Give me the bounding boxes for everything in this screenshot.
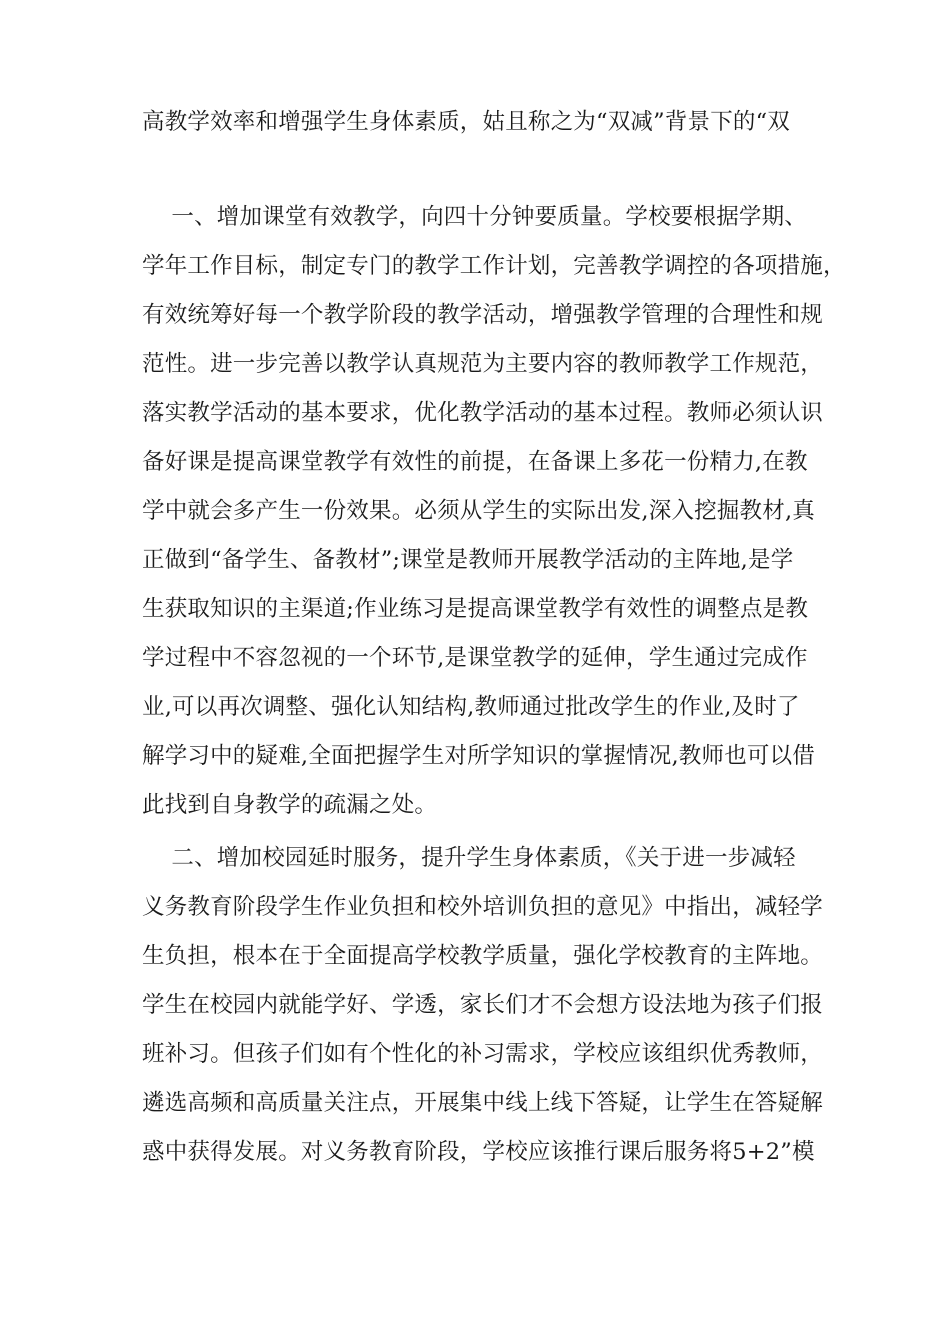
text-line-9: 正做到“备学生、备教材”;课堂是教师开展教学活动的主阵地,是学: [142, 547, 794, 573]
text-line-10: 生获取知识的主渠道;作业练习是提高课堂教学有效性的调整点是教: [142, 596, 809, 622]
text-line-3: 学年工作目标，制定专门的教学工作计划，完善教学调控的各项措施，: [142, 253, 846, 279]
text-line-11: 学过程中不容忽视的一个环节,是课堂教学的延伸，学生通过完成作: [142, 645, 808, 671]
text-line-20: 遴选高频和高质量关注点，开展集中线上线下答疑，让学生在答疑解: [142, 1090, 824, 1116]
text-line-1: 高教学效率和增强学生身体素质，姑且称之为“双减”背景下的“双: [142, 109, 791, 135]
text-line-15: 二、增加校园延时服务，提升学生身体素质，《关于进一步减轻: [142, 845, 796, 871]
text-line-12: 业,可以再次调整、强化认知结构,教师通过批改学生的作业,及时了: [142, 694, 800, 720]
text-line-21: 惑中获得发展。对义务教育阶段，学校应该推行课后服务将5+2”模: [142, 1139, 815, 1165]
text-line-18: 学生在校园内就能学好、学透，家长们才不会想方设法地为孩子们报: [142, 992, 824, 1018]
text-line-6: 落实教学活动的基本要求，优化教学活动的基本过程。教师必须认识: [142, 400, 824, 426]
text-line-16: 义务教育阶段学生作业负担和校外培训负担的意见》中指出，减轻学: [142, 894, 824, 920]
text-line-8: 学中就会多产生一份效果。必须从学生的实际出发,深入挖掘教材,真: [142, 498, 816, 524]
text-line-19: 班补习。但孩子们如有个性化的补习需求，学校应该组织优秀教师，: [142, 1041, 824, 1067]
text-line-13: 解学习中的疑难,全面把握学生对所学知识的掌握情况,教师也可以借: [142, 743, 816, 769]
text-line-5: 范性。进一步完善以教学认真规范为主要内容的教师教学工作规范，: [142, 351, 824, 377]
text-line-4: 有效统筹好每一个教学阶段的教学活动，增强教学管理的合理性和规: [142, 302, 824, 328]
text-line-14: 此找到自身教学的疏漏之处。: [142, 792, 438, 818]
text-line-7: 备好课是提高课堂教学有效性的前提，在备课上多花一份精力,在教: [142, 449, 808, 475]
text-line-17: 生负担，根本在于全面提高学校教学质量，强化学校教育的主阵地。: [142, 943, 824, 969]
text-line-2: 一、增加课堂有效教学，向四十分钟要质量。学校要根据学期、: [142, 204, 808, 230]
